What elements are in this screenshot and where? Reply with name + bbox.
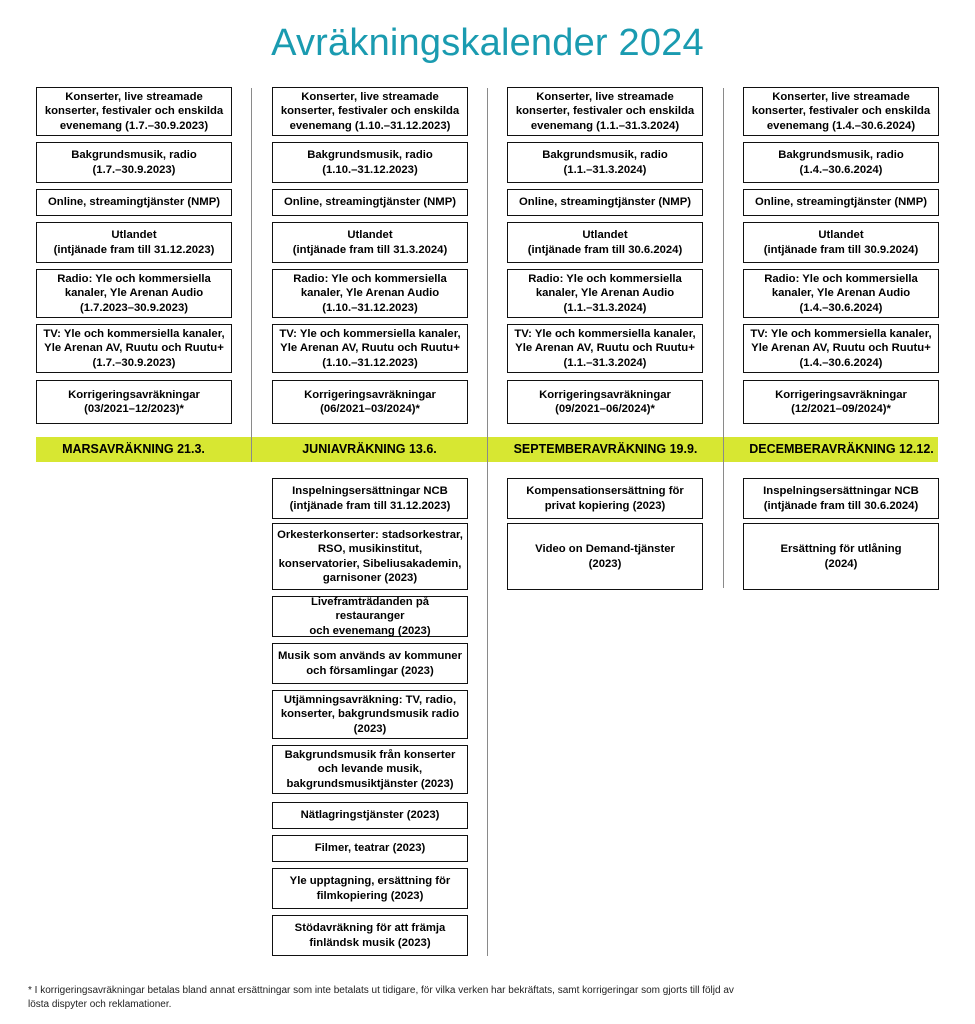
category-box: TV: Yle och kommersiella kanaler, Yle Arenan AV, Ruutu och Ruutu+ (1.1.–31.3.2024) xyxy=(507,324,703,373)
annual-category-box: Filmer, teatrar (2023) xyxy=(272,835,468,862)
annual-category-box: Kompensationsersättning för privat kopiering (2023) xyxy=(507,478,703,519)
category-box: TV: Yle och kommersiella kanaler, Yle Arenan AV, Ruutu och Ruutu+ (1.10.–31.12.2023) xyxy=(272,324,468,373)
category-box: Utlandet (intjänade fram till 30.6.2024) xyxy=(507,222,703,263)
category-box: Korrigeringsavräkningar (12/2021–09/2024)* xyxy=(743,380,939,424)
annual-category-box: Orkesterkonserter: stadsorkestrar, RSO, musikinstitut, konservatorier, Sibeliusakademin, garnisoner (2023) xyxy=(272,523,468,590)
category-box: Korrigeringsavräkningar (03/2021–12/2023)* xyxy=(36,380,232,424)
annual-category-box: Nätlagringstjänster (2023) xyxy=(272,802,468,829)
category-box: Korrigeringsavräkningar (09/2021–06/2024)* xyxy=(507,380,703,424)
category-box: TV: Yle och kommersiella kanaler, Yle Arenan AV, Ruutu och Ruutu+ (1.7.–30.9.2023) xyxy=(36,324,232,373)
category-box: TV: Yle och kommersiella kanaler, Yle Arenan AV, Ruutu och Ruutu+ (1.4.–30.6.2024) xyxy=(743,324,939,373)
footnote: * I korrigeringsavräkningar betalas bland annat ersättningar som inte betalats ut tidigare, för vilka verken har bekräftats, samt korrigeringar som gjorts till följd av lösta dispyter och reklamationer. xyxy=(28,985,734,1010)
category-box: Bakgrundsmusik, radio (1.1.–31.3.2024) xyxy=(507,142,703,183)
category-box: Konserter, live streamade konserter, festivaler och enskilda evenemang (1.7.–30.9.2023) xyxy=(36,87,232,136)
category-box: Online, streamingtjänster (NMP) xyxy=(272,189,468,216)
category-box: Utlandet (intjänade fram till 31.12.2023) xyxy=(36,222,232,263)
category-box: Online, streamingtjänster (NMP) xyxy=(743,189,939,216)
category-box: Radio: Yle och kommersiella kanaler, Yle Arenan Audio (1.1.–31.3.2024) xyxy=(507,269,703,318)
category-box: Bakgrundsmusik, radio (1.4.–30.6.2024) xyxy=(743,142,939,183)
annual-category-box: Inspelningsersättningar NCB (intjänade fram till 30.6.2024) xyxy=(743,478,939,519)
settlement-label: JUNIAVRÄKNING 13.6. xyxy=(302,442,437,456)
annual-category-box: Bakgrundsmusik från konserter och levande musik, bakgrundsmusiktjänster (2023) xyxy=(272,745,468,794)
category-box: Konserter, live streamade konserter, festivaler och enskilda evenemang (1.1.–31.3.2024) xyxy=(507,87,703,136)
annual-category-box: Musik som används av kommuner och församlingar (2023) xyxy=(272,643,468,684)
annual-category-box: Video on Demand-tjänster (2023) xyxy=(507,523,703,590)
category-box: Bakgrundsmusik, radio (1.10.–31.12.2023) xyxy=(272,142,468,183)
column-divider xyxy=(723,88,724,588)
category-box: Radio: Yle och kommersiella kanaler, Yle Arenan Audio (1.7.2023–30.9.2023) xyxy=(36,269,232,318)
annual-category-box: Utjämningsavräkning: TV, radio, konserter, bakgrundsmusik radio (2023) xyxy=(272,690,468,739)
settlement-label: DECEMBERAVRÄKNING 12.12. xyxy=(749,442,934,456)
category-box: Radio: Yle och kommersiella kanaler, Yle Arenan Audio (1.10.–31.12.2023) xyxy=(272,269,468,318)
category-box: Online, streamingtjänster (NMP) xyxy=(36,189,232,216)
category-box: Konserter, live streamade konserter, festivaler och enskilda evenemang (1.4.–30.6.2024) xyxy=(743,87,939,136)
annual-category-box: Inspelningsersättningar NCB (intjänade fram till 31.12.2023) xyxy=(272,478,468,519)
category-box: Korrigeringsavräkningar (06/2021–03/2024)* xyxy=(272,380,468,424)
annual-category-box: Liveframträdanden på restauranger och evenemang (2023) xyxy=(272,596,468,637)
page-title: Avräkningskalender 2024 xyxy=(271,22,704,64)
annual-category-box: Stödavräkning för att främja finländsk musik (2023) xyxy=(272,915,468,956)
column-divider xyxy=(487,88,488,956)
category-box: Radio: Yle och kommersiella kanaler, Yle Arenan Audio (1.4.–30.6.2024) xyxy=(743,269,939,318)
category-box: Bakgrundsmusik, radio (1.7.–30.9.2023) xyxy=(36,142,232,183)
category-box: Utlandet (intjänade fram till 30.9.2024) xyxy=(743,222,939,263)
annual-category-box: Ersättning för utlåning (2024) xyxy=(743,523,939,590)
category-box: Konserter, live streamade konserter, festivaler och enskilda evenemang (1.10.–31.12.2023) xyxy=(272,87,468,136)
category-box: Online, streamingtjänster (NMP) xyxy=(507,189,703,216)
category-box: Utlandet (intjänade fram till 31.3.2024) xyxy=(272,222,468,263)
column-divider xyxy=(251,88,252,437)
settlement-label: MARSAVRÄKNING 21.3. xyxy=(62,442,205,456)
annual-category-box: Yle upptagning, ersättning för filmkopiering (2023) xyxy=(272,868,468,909)
settlement-label: SEPTEMBERAVRÄKNING 19.9. xyxy=(513,442,698,456)
